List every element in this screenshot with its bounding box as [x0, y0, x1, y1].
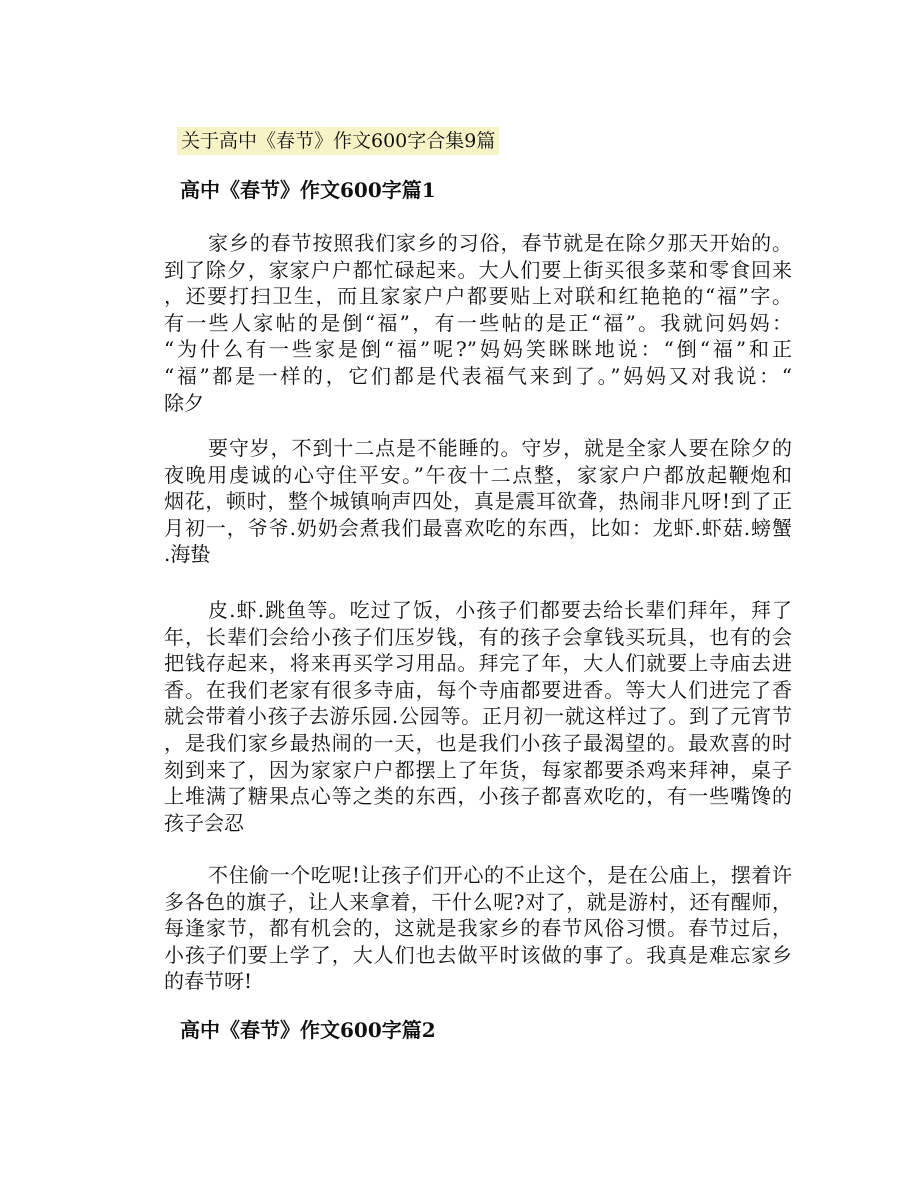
paragraph-line: 把钱存起来，将来再买学习用品。拜完了年，大人们就要上寺庙去进: [164, 651, 792, 676]
paragraph-line: 上堆满了糖果点心等之类的东西，小孩子都喜欢吃的，有一些嘴馋的: [164, 784, 792, 809]
document-title: 关于高中《春节》作文600字合集9篇: [177, 127, 499, 155]
paragraph-line: 家乡的春节按照我们家乡的习俗，春节就是在除夕那天开始的。: [208, 231, 792, 255]
paragraph-line: “为什么有一些家是倒“福”呢?”妈妈笑眯眯地说：“倒“福”和正: [164, 337, 792, 362]
paragraph-line: .海蛰: [164, 542, 211, 567]
paragraph-line: “福”都是一样的，它们都是代表福气来到了。”妈妈又对我说：“: [164, 363, 792, 388]
paragraph-line: 有一些人家帖的是倒“福”，有一些帖的是正“福”。我就问妈妈：: [164, 310, 792, 335]
paragraph-line: 孩子会忍: [164, 810, 244, 835]
paragraph-line: 每逢家节，都有机会的，这就是我家乡的春节风俗习惯。春节过后，: [164, 916, 792, 941]
paragraph-line: 就会带着小孩子去游乐园.公园等。正月初一就这样过了。到了元宵节: [164, 704, 792, 729]
paragraph-line: 烟花，顿时，整个城镇响声四处，真是震耳欲聋，热闹非凡呀!到了正: [164, 489, 792, 514]
section-heading-2: 高中《春节》作文600字篇2: [180, 1018, 436, 1042]
paragraph-line: ，是我们家乡最热闹的一天，也是我们小孩子最渴望的。最欢喜的时: [164, 730, 792, 755]
paragraph-line: 小孩子们要上学了，大人们也去做平时该做的事了。我真是难忘家乡: [164, 942, 792, 967]
paragraph-line: 的春节呀!: [164, 969, 253, 994]
paragraph-line: 香。在我们老家有很多寺庙，每个寺庙都要进香。等大人们进完了香: [164, 677, 792, 702]
paragraph-line: 刻到来了，因为家家户户都摆上了年货，每家都要杀鸡来拜神，桌子: [164, 757, 792, 782]
paragraph-line: 夜晚用虔诚的心守住平安。”午夜十二点整，家家户户都放起鞭炮和: [164, 462, 792, 487]
paragraph-line: ，还要打扫卫生，而且家家户户都要贴上对联和红艳艳的“福”字。: [164, 284, 792, 309]
paragraph-line: 月初一，爷爷.奶奶会煮我们最喜欢吃的东西，比如：龙虾.虾菇.螃蟹: [164, 515, 792, 540]
paragraph-line: 除夕: [164, 390, 204, 415]
paragraph-line: 多各色的旗子，让人来拿着，干什么呢?对了，就是游村，还有醒师，: [164, 889, 792, 914]
paragraph-line: 要守岁，不到十二点是不能睡的。守岁，就是全家人要在除夕的: [208, 436, 792, 460]
paragraph-1: [164, 230, 792, 416]
paragraph-line: 不住偷一个吃呢!让孩子们开心的不止这个，是在公庙上，摆着许: [208, 863, 792, 887]
paragraph-line: 皮.虾.跳鱼等。吃过了饭，小孩子们都要去给长辈们拜年，拜了: [208, 598, 792, 622]
paragraph-4: [164, 862, 792, 995]
paragraph-3: [164, 597, 792, 836]
section-heading-1: 高中《春节》作文600字篇1: [180, 178, 436, 202]
paragraph-2: [164, 435, 792, 568]
paragraph-line: 年，长辈们会给小孩子们压岁钱，有的孩子会拿钱买玩具，也有的会: [164, 624, 792, 649]
paragraph-line: 到了除夕，家家户户都忙碌起来。大人们要上街买很多菜和零食回来: [164, 257, 792, 282]
